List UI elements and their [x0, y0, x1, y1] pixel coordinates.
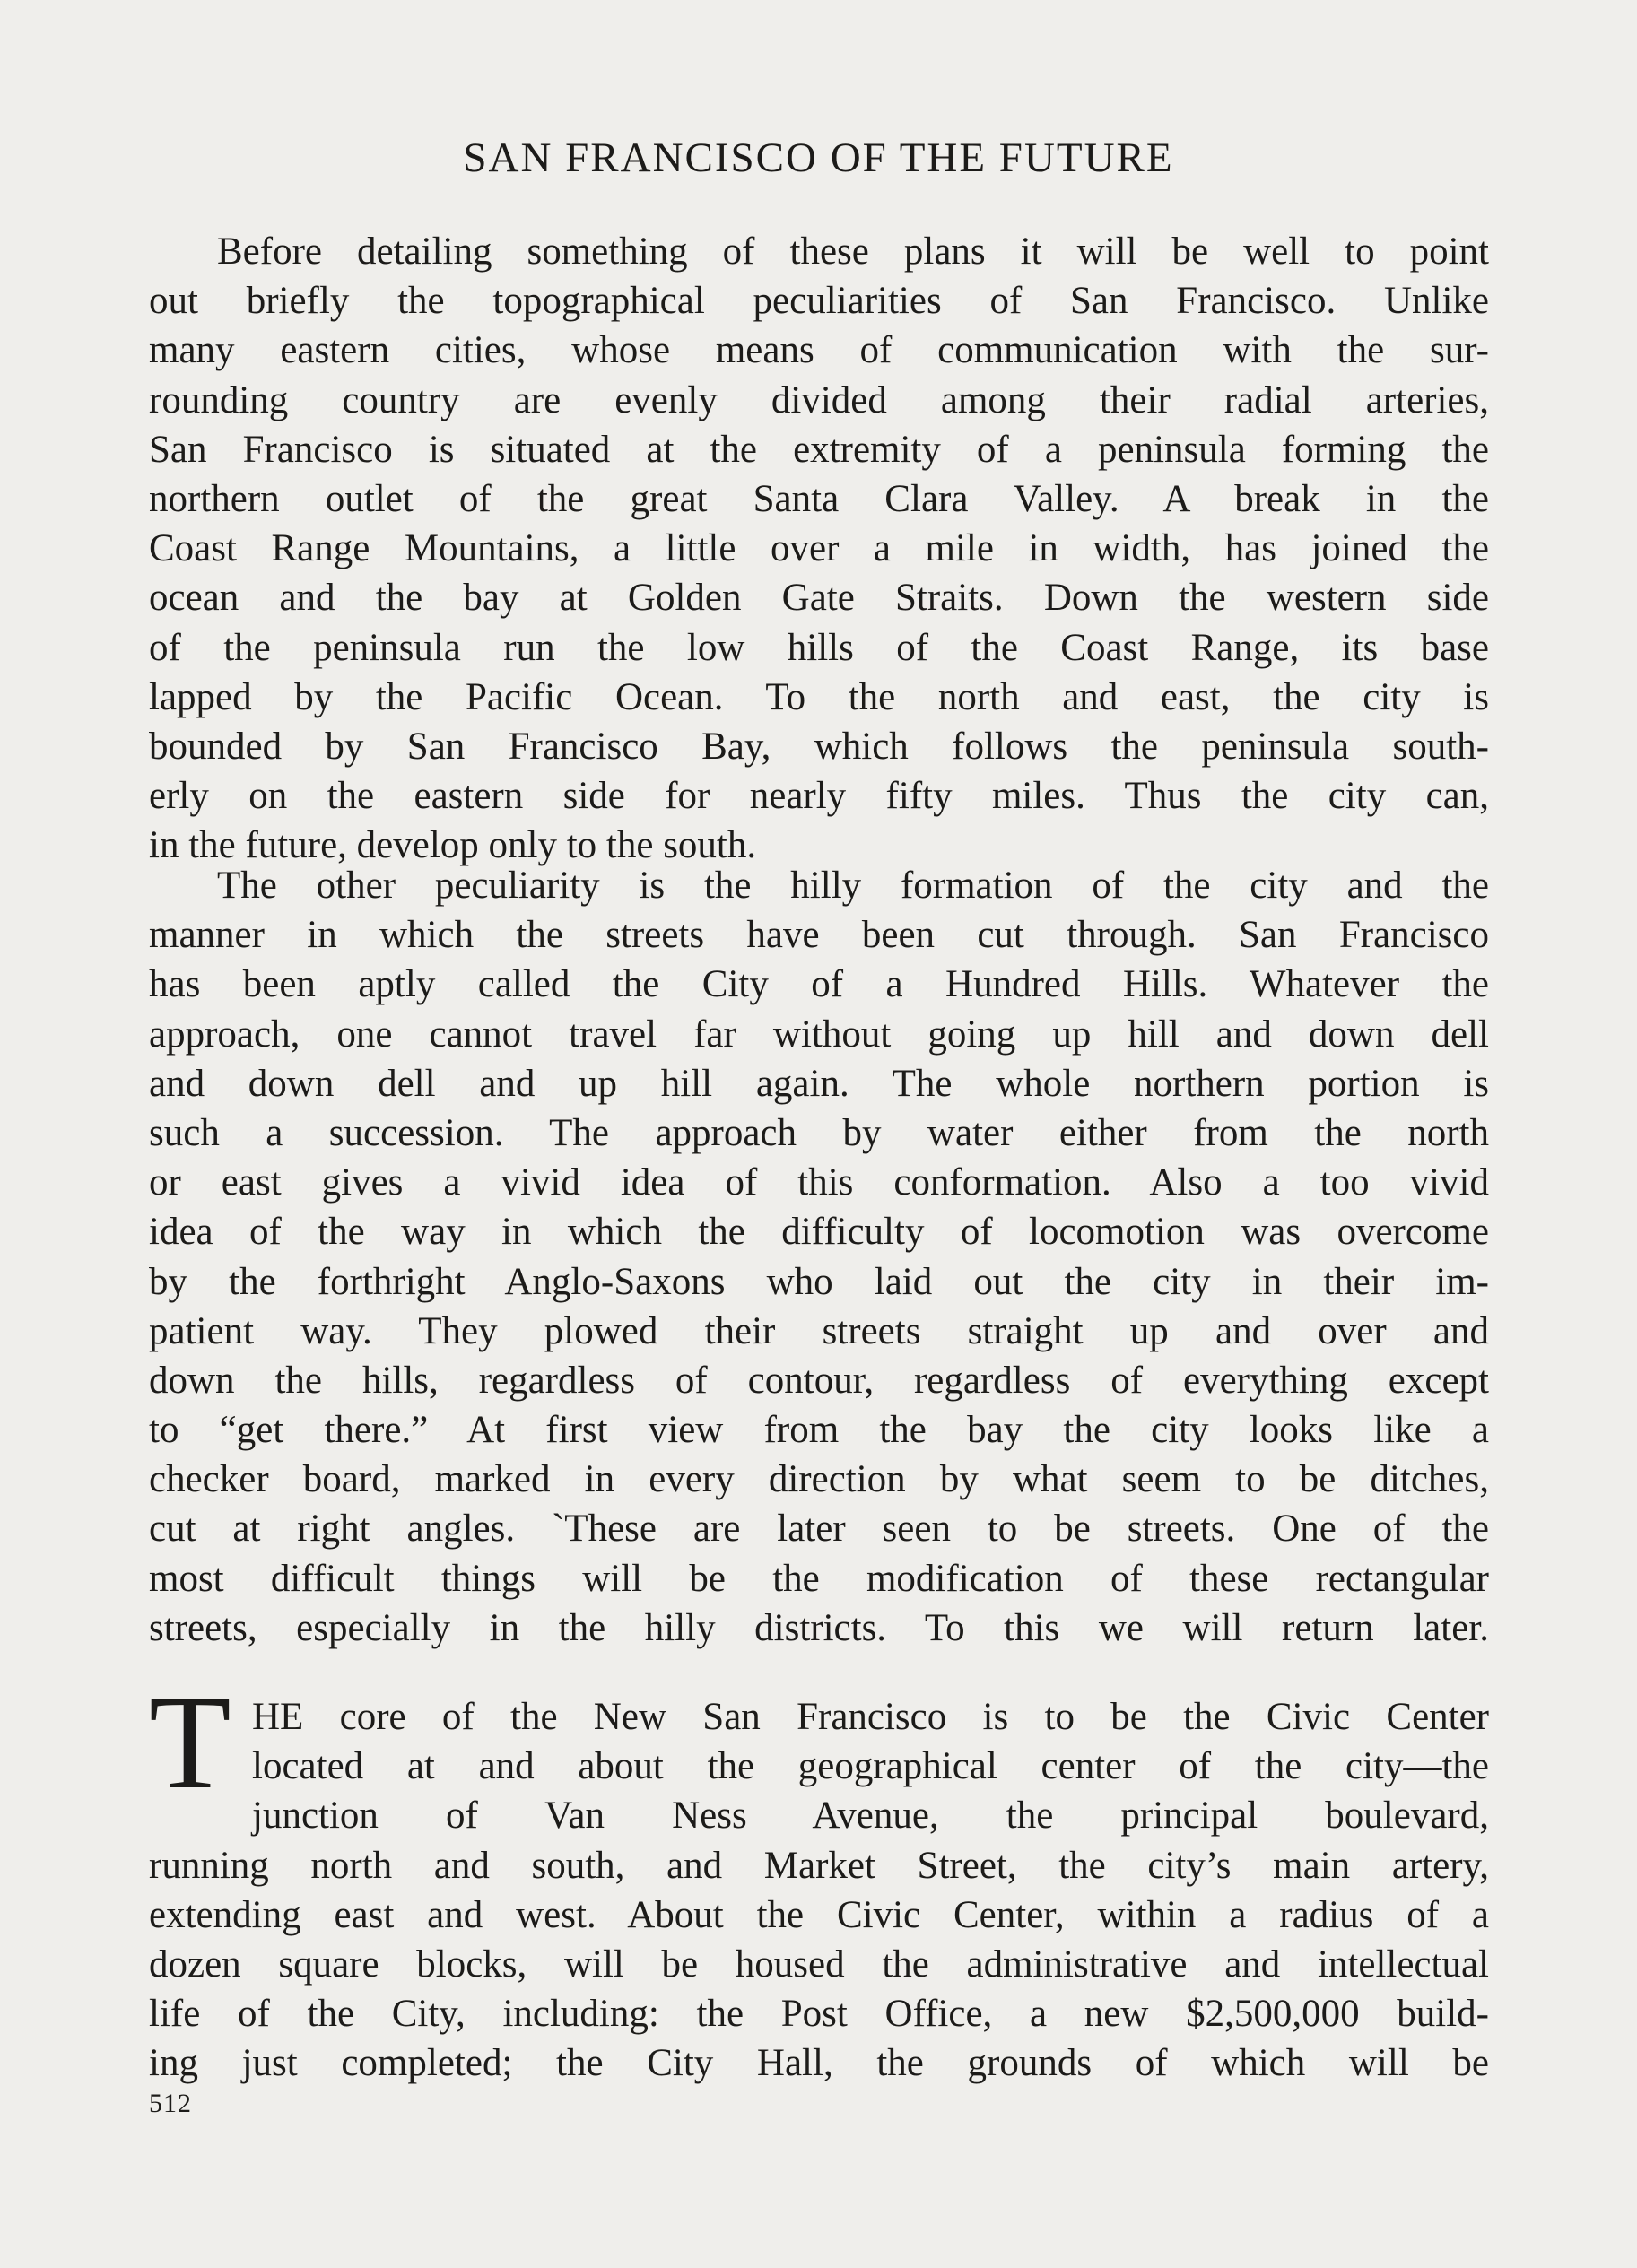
- text-line: many eastern cities, whose means of communication with the sur-: [149, 329, 1489, 372]
- page-title: SAN FRANCISCO OF THE FUTURE: [463, 135, 1174, 181]
- page-number: 512: [149, 2089, 192, 2118]
- text-line: out briefly the topographical peculiarities of San Francisco. Unlike: [149, 280, 1489, 323]
- text-line: such a succession. The approach by water either from the north: [149, 1111, 1489, 1154]
- text-line: streets, especially in the hilly districts. To this we will return later.: [149, 1606, 1489, 1649]
- text-line: erly on the eastern side for nearly fifty miles. Thus the city can,: [149, 775, 1489, 818]
- text-line: manner in which the streets have been cut through. San Francisco: [149, 914, 1489, 957]
- text-line: of the peninsula run the low hills of the Coast Range, its base: [149, 626, 1489, 669]
- text-line: Before detailing something of these plans it will be well to point: [217, 230, 1489, 273]
- text-line: most difficult things will be the modification of these rectangular: [149, 1557, 1489, 1600]
- text-line: has been aptly called the City of a Hundred Hills. Whatever the: [149, 963, 1489, 1006]
- text-line: idea of the way in which the difficulty of locomotion was overcome: [149, 1211, 1489, 1254]
- drop-cap: T: [149, 1668, 231, 1817]
- text-line: located at and about the geographical center of the city—the: [252, 1745, 1489, 1788]
- paragraph-2: [149, 861, 1489, 1653]
- text-line: bounded by San Francisco Bay, which follows the peninsula south-: [149, 725, 1489, 768]
- text-line: patient way. They plowed their streets straight up and over and: [149, 1309, 1489, 1352]
- text-line: down the hills, regardless of contour, regardless of everything except: [149, 1359, 1489, 1402]
- text-line: in the future, develop only to the south.: [149, 824, 757, 867]
- paragraph-3: [149, 1692, 1489, 2089]
- text-line: San Francisco is situated at the extremity of a peninsula forming the: [149, 428, 1489, 471]
- text-line: approach, one cannot travel far without going up hill and down dell: [149, 1012, 1489, 1056]
- text-line: checker board, marked in every direction by what seem to be ditches,: [149, 1458, 1489, 1501]
- text-line: and down dell and up hill again. The whole northern portion is: [149, 1062, 1489, 1105]
- paragraph-1: [149, 227, 1489, 870]
- text-line: ocean and the bay at Golden Gate Straits. Down the western side: [149, 577, 1489, 620]
- text-line: lapped by the Pacific Ocean. To the north and east, the city is: [149, 675, 1489, 718]
- text-line: dozen square blocks, will be housed the administrative and intellectual: [149, 1942, 1489, 1986]
- text-line: running north and south, and Market Street, the city’s main artery,: [149, 1844, 1489, 1887]
- text-line: life of the City, including: the Post Office, a new $2,500,000 build-: [149, 1993, 1489, 2036]
- text-line: ing just completed; the City Hall, the grounds of which will be: [149, 2042, 1489, 2085]
- text-line: junction of Van Ness Avenue, the principal boulevard,: [252, 1794, 1489, 1838]
- text-line: northern outlet of the great Santa Clara Valley. A break in the: [149, 477, 1489, 520]
- text-line: rounding country are evenly divided among their radial arteries,: [149, 378, 1489, 421]
- text-line: The other peculiarity is the hilly formation of the city and the: [217, 865, 1489, 907]
- text-line: to “get there.” At first view from the bay the city looks like a: [149, 1409, 1489, 1452]
- text-line: Coast Range Mountains, a little over a mile in width, has joined the: [149, 527, 1489, 570]
- text-line: or east gives a vivid idea of this conformation. Also a too vivid: [149, 1161, 1489, 1204]
- text-line: HE core of the New San Francisco is to be the Civic Center: [252, 1696, 1489, 1738]
- text-line: extending east and west. About the Civic Center, within a radius of a: [149, 1893, 1489, 1936]
- text-line: by the forthright Anglo-Saxons who laid out the city in their im-: [149, 1260, 1489, 1303]
- text-line: cut at right angles. `These are later seen to be streets. One of the: [149, 1508, 1489, 1551]
